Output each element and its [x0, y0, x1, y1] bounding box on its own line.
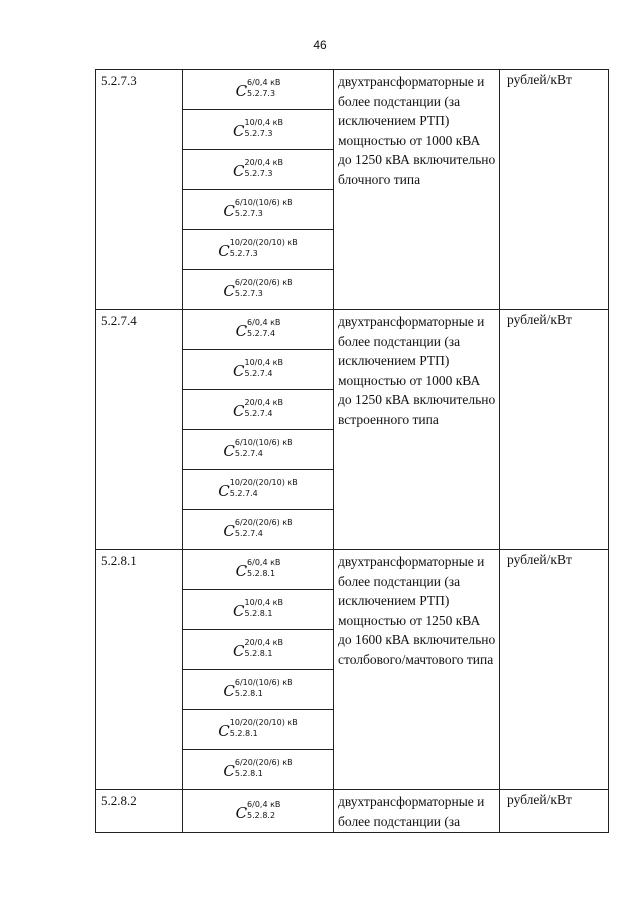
- row-description: двухтрансформаторные и более подстанции (за исключением РТП) мощностью от 1000 кВА до 1250 кВА включительно блочного типа: [334, 70, 500, 310]
- symbol-superscript: 6/10/(10/6) кВ: [234, 198, 293, 207]
- tariff-symbol: [236, 318, 281, 339]
- tariff-symbol-cell: [183, 470, 334, 510]
- symbol-letter: C: [233, 642, 245, 660]
- tariff-symbol-cell: [183, 190, 334, 230]
- tariff-symbol: [233, 598, 283, 619]
- tariff-symbol: [223, 678, 292, 699]
- tariff-symbol: [233, 638, 283, 659]
- tariff-symbol-cell: [183, 750, 334, 790]
- row-code: 5.2.8.2: [96, 790, 183, 833]
- symbol-subscript: 5.2.8.1: [244, 649, 273, 658]
- symbol-subscript: 5.2.7.3: [247, 89, 276, 98]
- symbol-superscript: 6/0,4 кВ: [247, 78, 281, 87]
- symbol-superscript: 6/0,4 кВ: [247, 799, 281, 809]
- page-number: 46: [313, 38, 327, 52]
- tariff-symbol-cell: [183, 70, 334, 110]
- symbol-letter: C: [233, 122, 245, 140]
- symbol-letter: C: [223, 442, 235, 460]
- table-row: [96, 790, 609, 833]
- table-row: [96, 70, 609, 110]
- symbol-subscript: 5.2.7.4: [244, 409, 273, 418]
- symbol-subscript: 5.2.8.1: [244, 609, 273, 618]
- symbol-letter: C: [223, 202, 235, 220]
- tariff-symbol: [223, 438, 292, 459]
- symbol-subscript: 5.2.8.2: [247, 810, 276, 820]
- tariff-symbol: [236, 800, 281, 821]
- tariff-symbol-cell: [183, 350, 334, 390]
- symbol-superscript: 10/0,4 кВ: [244, 118, 283, 127]
- symbol-superscript: 20/0,4 кВ: [244, 398, 283, 407]
- symbol-superscript: 6/20/(20/6) кВ: [234, 758, 293, 767]
- row-code: 5.2.7.4: [96, 310, 183, 550]
- row-description: двухтрансформаторные и более подстанции (за исключением РТП) мощностью от 1000 кВА до 1250 кВА включительно встроенного типа: [334, 310, 500, 550]
- symbol-letter: C: [223, 282, 235, 300]
- tariff-symbol: [218, 478, 297, 499]
- symbol-letter: C: [223, 762, 235, 780]
- row-unit: рублей/кВт: [500, 790, 609, 833]
- tariff-symbol: [233, 398, 283, 419]
- tariff-symbol-cell: [183, 710, 334, 750]
- symbol-superscript: 6/0,4 кВ: [247, 318, 281, 327]
- row-code: 5.2.7.3: [96, 70, 183, 310]
- tariff-symbol-cell: [183, 110, 334, 150]
- symbol-subscript: 5.2.7.4: [244, 369, 273, 378]
- tariff-symbol: [233, 118, 283, 139]
- symbol-subscript: 5.2.7.3: [244, 129, 273, 138]
- symbol-subscript: 5.2.7.3: [234, 289, 263, 298]
- tariff-symbol: [236, 558, 281, 579]
- symbol-letter: C: [235, 82, 248, 100]
- symbol-letter: C: [233, 402, 245, 420]
- tariff-table: [95, 69, 609, 833]
- row-unit: рублей/кВт: [500, 70, 609, 310]
- tariff-symbol-cell: [183, 630, 334, 670]
- symbol-superscript: 10/20/(20/10) кВ: [229, 238, 298, 247]
- tariff-symbol-cell: [183, 590, 334, 630]
- tariff-symbol-cell: [183, 430, 334, 470]
- row-description: двухтрансформаторные и более подстанции (за: [334, 790, 500, 833]
- symbol-superscript: 10/0,4 кВ: [244, 358, 283, 367]
- tariff-symbol: [223, 518, 292, 539]
- row-unit: рублей/кВт: [500, 310, 609, 550]
- symbol-superscript: 20/0,4 кВ: [244, 158, 283, 167]
- row-unit: рублей/кВт: [500, 550, 609, 790]
- tariff-symbol: [223, 278, 292, 299]
- symbol-superscript: 6/20/(20/6) кВ: [234, 518, 293, 527]
- symbol-letter: C: [223, 682, 235, 700]
- symbol-superscript: 6/10/(10/6) кВ: [234, 678, 293, 687]
- symbol-superscript: 10/0,4 кВ: [244, 598, 283, 607]
- symbol-subscript: 5.2.7.3: [229, 249, 258, 258]
- symbol-subscript: 5.2.8.1: [229, 729, 258, 738]
- symbol-subscript: 5.2.8.1: [247, 569, 276, 578]
- symbol-subscript: 5.2.7.4: [234, 529, 263, 538]
- tariff-symbol-cell: [183, 790, 334, 833]
- symbol-subscript: 5.2.7.4: [229, 489, 258, 498]
- tariff-symbol-cell: [183, 510, 334, 550]
- symbol-letter: C: [233, 602, 245, 620]
- tariff-symbol: [218, 238, 297, 259]
- tariff-symbol-cell: [183, 670, 334, 710]
- symbol-letter: C: [223, 522, 235, 540]
- row-description: двухтрансформаторные и более подстанции (за исключением РТП) мощностью от 1250 кВА до 1600 кВА включительно столбового/мачтового типа: [334, 550, 500, 790]
- tariff-symbol-cell: [183, 550, 334, 590]
- symbol-superscript: 6/0,4 кВ: [247, 558, 281, 567]
- symbol-letter: C: [235, 322, 248, 340]
- symbol-letter: C: [218, 722, 230, 740]
- symbol-subscript: 5.2.8.1: [234, 769, 263, 778]
- symbol-superscript: 10/20/(20/10) кВ: [229, 718, 298, 727]
- tariff-symbol: [218, 718, 297, 739]
- symbol-subscript: 5.2.7.4: [247, 329, 276, 338]
- symbol-subscript: 5.2.7.3: [234, 209, 263, 218]
- tariff-symbol-cell: [183, 390, 334, 430]
- tariff-symbol-cell: [183, 310, 334, 350]
- tariff-table-body: [96, 70, 609, 833]
- symbol-superscript: 10/20/(20/10) кВ: [229, 478, 298, 487]
- row-code: 5.2.8.1: [96, 550, 183, 790]
- symbol-letter: C: [233, 362, 245, 380]
- symbol-letter: C: [218, 482, 230, 500]
- tariff-symbol: [236, 78, 281, 99]
- symbol-subscript: 5.2.8.1: [234, 689, 263, 698]
- symbol-letter: C: [218, 242, 230, 260]
- tariff-symbol: [223, 758, 292, 779]
- tariff-symbol: [233, 358, 283, 379]
- symbol-letter: C: [235, 803, 248, 822]
- symbol-letter: C: [235, 562, 248, 580]
- table-row: [96, 310, 609, 350]
- tariff-symbol: [223, 198, 292, 219]
- symbol-superscript: 6/10/(10/6) кВ: [234, 438, 293, 447]
- symbol-superscript: 20/0,4 кВ: [244, 638, 283, 647]
- table-row: [96, 550, 609, 590]
- symbol-letter: C: [233, 162, 245, 180]
- tariff-symbol-cell: [183, 150, 334, 190]
- symbol-subscript: 5.2.7.3: [244, 169, 273, 178]
- symbol-subscript: 5.2.7.4: [234, 449, 263, 458]
- tariff-symbol-cell: [183, 270, 334, 310]
- tariff-symbol-cell: [183, 230, 334, 270]
- tariff-symbol: [233, 158, 283, 179]
- symbol-superscript: 6/20/(20/6) кВ: [234, 278, 293, 287]
